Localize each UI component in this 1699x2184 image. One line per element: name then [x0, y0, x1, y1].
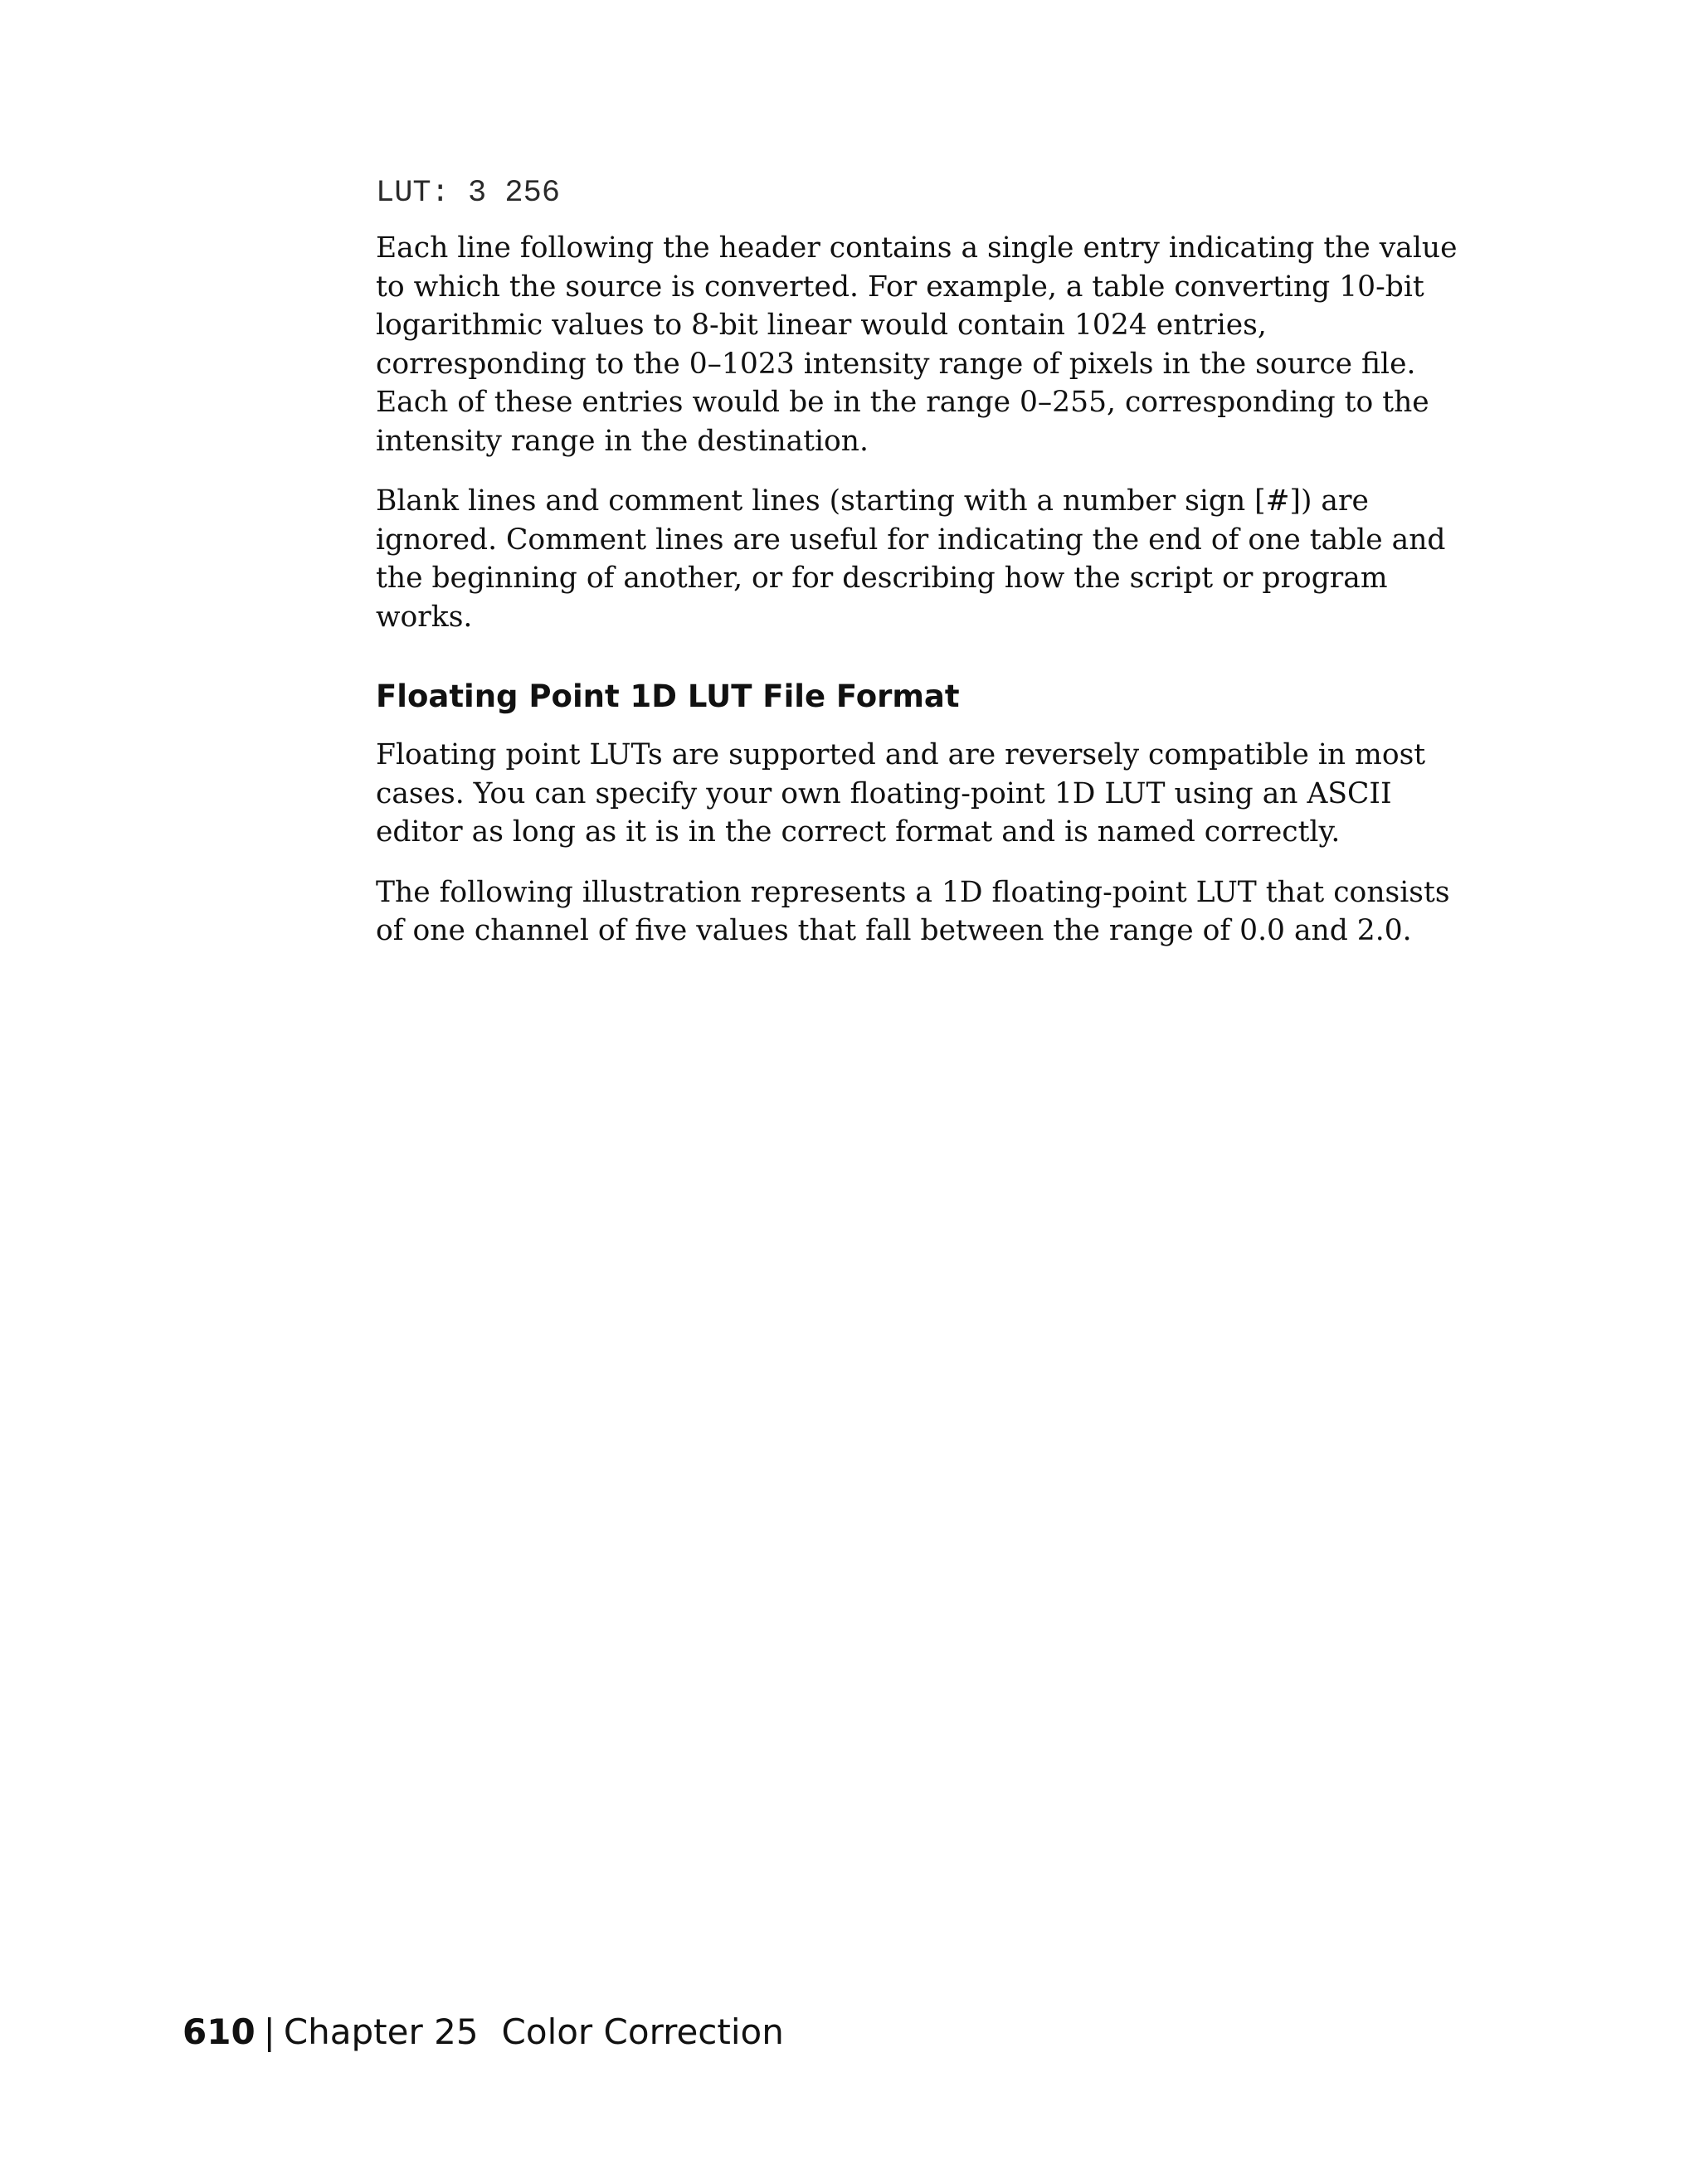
- footer-separator: |: [263, 2011, 275, 2052]
- paragraph-lut-entries: Each line following the header contains a single entry indicating the value to which the source is converted. For example, a table converting 10-bit logarithmic values to 8-bit linear would contain 1024 entries, corresponding to the 0–1023 intensity range of pixels in the source file. Each of these entries would be in the range 0–255, corresponding to the intensity range in the destination.: [376, 231, 1458, 458]
- page-footer: [183, 2011, 784, 2054]
- paragraph-comment-lines: Blank lines and comment lines (starting with a number sign [#]) are ignored. Comment lines are useful for indicating the end of one table and the beginning of another, or for describing how the script or program works.: [376, 484, 1446, 634]
- paragraph-floating-point: Floating point LUTs are supported and are reversely compatible in most cases. You can specify your own floating-point 1D LUT using an ASCII editor as long as it is in the correct format and is named correctly.: [376, 738, 1426, 849]
- code-line: LUT: 3 256: [376, 176, 561, 211]
- page-body: [376, 174, 1463, 972]
- chapter-label: Chapter 25: [283, 2011, 479, 2052]
- chapter-title: Color Correction: [501, 2011, 784, 2052]
- section-heading: Floating Point 1D LUT File Format: [376, 679, 960, 714]
- page-number: 610: [183, 2011, 256, 2052]
- paragraph-illustration: The following illustration represents a 1D floating-point LUT that consists of one channel of five values that fall between the range of 0.0 and 2.0.: [376, 875, 1450, 947]
